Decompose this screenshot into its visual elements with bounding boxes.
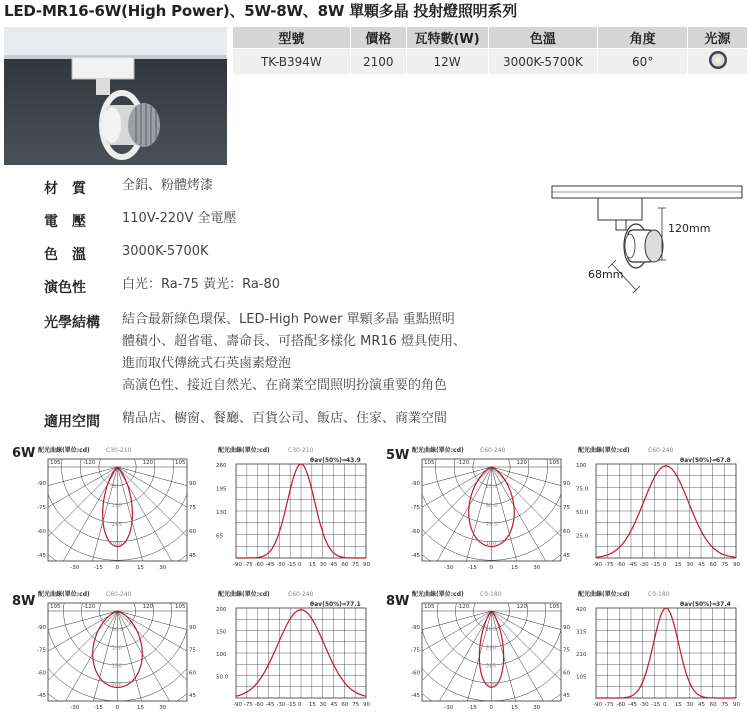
attr-label: 色 溫: [44, 247, 86, 263]
beam-angle-value: 77.1: [346, 601, 361, 608]
curve-x-label: -15: [651, 562, 661, 568]
cell-angle: 60°: [598, 49, 688, 75]
polar-left-label: -45: [411, 553, 420, 559]
polar-top-label: -120: [456, 604, 470, 610]
dimension-height: 120mm: [668, 222, 711, 235]
polar-right-label: 60: [563, 529, 570, 535]
table-row: [233, 49, 748, 75]
curve-y-label: 100: [576, 463, 587, 469]
beam-angle-label: θav(50%)=: [680, 601, 717, 608]
curve-x-label: 75: [721, 562, 729, 568]
polar-left-label: -60: [37, 670, 46, 677]
header-angle: 角度: [598, 27, 688, 49]
curve-x-label: -30: [639, 702, 649, 708]
polar-radial-label: 150: [111, 663, 122, 670]
distribution-curve-chart: [574, 444, 744, 574]
polar-bottom-label: -15: [93, 705, 103, 711]
curve-x-label: -45: [265, 702, 275, 708]
attr-material: [44, 178, 466, 211]
spec-table: [232, 26, 748, 75]
polar-left-label: -75: [411, 505, 420, 511]
polar-subtitle: C30-210: [106, 447, 132, 454]
curve-x-label: -15: [287, 562, 297, 568]
distribution-curve-chart: [574, 588, 744, 714]
curve-x-label: 45: [698, 562, 705, 568]
polar-left-label: -45: [37, 693, 46, 699]
polar-top-label: 120: [142, 460, 154, 466]
curve-x-label: 60: [341, 562, 349, 568]
curve-x-label: -75: [604, 702, 614, 708]
polar-top-label: 105: [424, 460, 435, 466]
watt-label: 5W: [386, 448, 410, 463]
optics-line: 高演色性、接近自然光、在商業空間照明扮演重要的角色: [122, 378, 448, 393]
polar-radial-label: 65: [111, 483, 119, 490]
curve-x-label: 45: [330, 702, 338, 708]
curve-x-label: -60: [616, 562, 626, 568]
attribute-list: [44, 178, 466, 444]
beam-angle-label: θav(50%)=: [310, 601, 347, 608]
polar-left-label: -75: [37, 647, 46, 654]
polar-radial-label: 260: [111, 540, 122, 547]
curve-x-label: -60: [254, 702, 264, 708]
polar-bottom-label: 15: [510, 705, 518, 711]
curve-x-label: -75: [243, 702, 253, 708]
curve-x-label: -90: [593, 562, 602, 568]
curve-x-label: -90: [233, 702, 242, 708]
header-wattage: 瓦特數(W): [406, 27, 488, 49]
polar-subtitle: C0-180: [480, 591, 502, 598]
curve-x-label: 30: [319, 562, 327, 568]
polar-chart: [410, 444, 575, 574]
polar-right-label: 75: [563, 647, 570, 654]
curve-x-label: 60: [341, 702, 349, 708]
polar-radial-label: 315: [485, 663, 496, 670]
curve-x-label: 0: [663, 562, 667, 568]
curve-x-label: 90: [363, 702, 370, 708]
polar-radial-label: 195: [111, 521, 122, 528]
curve-x-label: -30: [639, 562, 649, 568]
polar-right-label: 60: [563, 670, 570, 677]
watt-label: 8W: [12, 594, 36, 609]
optics-line: 體積小、超省電、壽命長、可搭配多樣化 MR16 燈具使用、: [122, 334, 467, 349]
curve-x-label: 60: [709, 562, 717, 568]
led-bulb-icon: [707, 49, 729, 71]
polar-radial-label: 130: [111, 502, 122, 509]
polar-bottom-label: -30: [70, 705, 80, 711]
polar-left-label: -75: [37, 505, 46, 511]
polar-top-label: 120: [142, 604, 154, 610]
polar-chart: [36, 444, 201, 574]
curve-x-label: -75: [243, 562, 253, 568]
beam-angle-value: 37.4: [716, 601, 731, 608]
curve-x-label: 15: [308, 562, 316, 568]
curve-title: 配光曲線(單位:cd): [578, 591, 630, 598]
polar-right-label: 90: [563, 625, 570, 631]
curve-x-label: -45: [628, 702, 637, 708]
polar-bottom-label: -15: [467, 705, 477, 711]
attr-value: 白光：Ra-75 黃光：Ra-80: [122, 277, 281, 292]
polar-top-label: 105: [50, 604, 61, 610]
cell-model: TK-B394W: [233, 49, 351, 75]
polar-left-label: -45: [37, 553, 46, 559]
dimension-sketch-icon: [548, 178, 748, 293]
attr-value: 110V-220V 全電壓: [122, 211, 237, 226]
cell-price: 2100: [350, 49, 406, 75]
polar-bottom-label: 0: [115, 705, 119, 711]
beam-angle-value: 43.9: [346, 457, 361, 464]
curve-x-label: 75: [721, 702, 729, 708]
polar-top-label: 105: [549, 604, 560, 610]
polar-top-label: 105: [424, 604, 435, 610]
polar-bottom-label: 30: [159, 705, 167, 711]
curve-x-label: 60: [709, 702, 717, 708]
header-color-temp: 色溫: [488, 27, 598, 49]
polar-radial-label: 210: [485, 645, 496, 652]
polar-radial-label: 50.0: [485, 502, 498, 509]
curve-y-label: 195: [216, 486, 227, 493]
curve-y-label: 50.0: [216, 674, 229, 681]
curve-x-label: 30: [319, 702, 327, 708]
polar-radial-label: 50.0: [111, 627, 124, 634]
curve-x-label: -75: [604, 562, 614, 568]
curve-y-label: 260: [216, 463, 227, 469]
polar-left-label: -60: [411, 670, 420, 677]
curve-x-label: -30: [276, 562, 286, 568]
curve-x-label: 75: [352, 702, 360, 708]
polar-left-label: -90: [37, 625, 46, 631]
polar-top-label: 105: [549, 460, 560, 466]
cell-wattage: 12W: [406, 49, 488, 75]
dimension-width: 68mm: [588, 268, 624, 281]
curve-subtitle: C60-240: [288, 591, 314, 598]
polar-radial-label: 200: [111, 681, 122, 688]
polar-bottom-label: -30: [444, 565, 454, 571]
polar-left-label: -45: [411, 693, 420, 699]
polar-right-label: 75: [189, 505, 196, 511]
curve-x-label: 90: [733, 702, 740, 708]
polar-right-label: 45: [563, 553, 570, 559]
polar-top-label: 120: [516, 460, 528, 466]
cell-light-source: [688, 49, 748, 75]
curve-y-label: 100: [216, 652, 227, 658]
polar-chart: [410, 588, 575, 714]
attr-value: 精品店、櫥窗、餐廳、百貨公司、飯店、住家、商業空間: [122, 411, 448, 426]
curve-x-label: -90: [233, 562, 242, 568]
polar-right-label: 90: [189, 625, 196, 631]
polar-radial-label: 420: [485, 681, 496, 688]
attr-label: 光學結構: [44, 315, 100, 331]
polar-top-label: -120: [82, 604, 96, 610]
polar-top-label: 105: [175, 460, 186, 466]
polar-bottom-label: -15: [467, 565, 477, 571]
polar-bottom-label: -15: [93, 565, 103, 571]
polar-right-label: 45: [563, 693, 570, 699]
polar-bottom-label: 15: [136, 705, 144, 711]
attr-color-temp: [44, 244, 466, 277]
polar-radial-label: 100: [111, 645, 122, 652]
watt-label: 8W: [386, 594, 410, 609]
curve-x-label: 15: [674, 562, 682, 568]
polar-top-label: -120: [456, 460, 470, 466]
attr-label: 材 質: [44, 181, 86, 197]
curve-y-label: 150: [216, 629, 227, 636]
optics-line: 結合最新綠色環保、LED-High Power 單顆多晶 重點照明: [122, 312, 455, 327]
curve-x-label: -60: [616, 702, 626, 708]
polar-bottom-label: 30: [533, 705, 541, 711]
polar-radial-label: 75.0: [485, 521, 498, 528]
attr-voltage: [44, 211, 466, 244]
curve-y-label: 420: [576, 607, 587, 613]
beam-angle-value: 67.8: [716, 457, 731, 464]
beam-angle-label: θav(50%)=: [680, 457, 717, 464]
curve-subtitle: C30-210: [288, 447, 314, 454]
header-light-source: 光源: [688, 27, 748, 49]
polar-radial-label: 105: [485, 627, 496, 634]
polar-bottom-label: 30: [159, 565, 167, 571]
distribution-curve-chart: [214, 588, 374, 714]
attr-optics: [44, 312, 466, 397]
polar-bottom-label: -30: [444, 705, 454, 711]
polar-right-label: 75: [563, 505, 570, 511]
dimension-drawing: [548, 178, 748, 293]
polar-left-label: -90: [37, 481, 46, 487]
curve-x-label: 45: [330, 562, 338, 568]
polar-bottom-label: 15: [510, 565, 518, 571]
polar-bottom-label: 0: [115, 565, 119, 571]
curve-x-label: 15: [674, 702, 682, 708]
polar-right-label: 60: [189, 529, 196, 535]
curve-y-label: 200: [216, 607, 227, 613]
curve-x-label: 0: [663, 702, 667, 708]
polar-top-label: 105: [175, 604, 186, 610]
curve-subtitle: C0-180: [648, 591, 670, 598]
curve-x-label: 90: [363, 562, 370, 568]
curve-y-label: 65: [216, 533, 223, 540]
polar-top-label: 105: [50, 460, 61, 466]
curve-y-label: 105: [576, 674, 587, 681]
curve-x-label: 15: [308, 702, 316, 708]
curve-x-label: -60: [254, 562, 264, 568]
curve-x-label: -15: [651, 702, 661, 708]
header-model: 型號: [233, 27, 351, 49]
beam-angle-label: θav(50%)=: [310, 457, 347, 464]
curve-y-label: 130: [216, 510, 227, 516]
curve-x-label: -15: [287, 702, 297, 708]
polar-left-label: -90: [411, 481, 420, 487]
polar-radial-label: 100: [485, 540, 496, 547]
page-title: LED-MR16-6W(High Power)、5W-8W、8W 單顆多晶 投射燈照明系列: [4, 2, 518, 20]
polar-left-label: -60: [411, 529, 420, 535]
attr-cri: [44, 277, 466, 310]
track-light-icon: [4, 27, 227, 165]
curve-y-label: 50.0: [576, 510, 589, 516]
polar-right-label: 60: [189, 670, 196, 677]
polar-title: 配光曲線(單位:cd): [412, 447, 464, 454]
attr-value: 全鋁、粉體烤漆: [122, 178, 214, 193]
polar-top-label: -120: [82, 460, 96, 466]
polar-bottom-label: 15: [136, 565, 144, 571]
polar-bottom-label: 0: [489, 705, 493, 711]
attr-application: [44, 411, 466, 444]
watt-label: 6W: [12, 446, 36, 461]
polar-bottom-label: -30: [70, 565, 80, 571]
curve-y-label: 25.0: [576, 533, 589, 540]
polar-right-label: 45: [189, 693, 196, 699]
curve-x-label: -90: [593, 702, 602, 708]
polar-right-label: 75: [189, 647, 196, 654]
curve-x-label: 30: [686, 562, 694, 568]
polar-title: 配光曲線(單位:cd): [38, 447, 90, 454]
curve-x-label: -30: [276, 702, 286, 708]
polar-top-label: 120: [516, 604, 528, 610]
curve-x-label: 30: [686, 702, 694, 708]
curve-x-label: 90: [733, 562, 740, 568]
polar-right-label: 90: [563, 481, 570, 487]
curve-y-label: 210: [576, 652, 587, 658]
polar-left-label: -75: [411, 647, 420, 654]
product-photo: [4, 27, 227, 165]
curve-x-label: -45: [628, 562, 637, 568]
polar-left-label: -60: [37, 529, 46, 535]
polar-subtitle: C60-240: [106, 591, 132, 598]
polar-radial-label: 25.0: [485, 483, 498, 490]
polar-bottom-label: 30: [533, 565, 541, 571]
optics-line: 進而取代傳統式石英鹵素燈泡: [122, 356, 292, 371]
attr-label: 演色性: [44, 280, 86, 296]
curve-title: 配光曲線(單位:cd): [218, 591, 270, 598]
polar-title: 配光曲線(單位:cd): [412, 591, 464, 598]
curve-x-label: -45: [265, 562, 275, 568]
polar-left-label: -90: [411, 625, 420, 631]
curve-x-label: 45: [698, 702, 705, 708]
distribution-curve-chart: [214, 444, 374, 574]
polar-title: 配光曲線(單位:cd): [38, 591, 90, 598]
spec-table-header: [233, 27, 748, 49]
polar-right-label: 45: [189, 553, 196, 559]
polar-chart: [36, 588, 201, 714]
curve-x-label: 75: [352, 562, 360, 568]
attr-label: 電 壓: [44, 214, 86, 230]
curve-y-label: 315: [576, 629, 587, 636]
attr-label: 適用空間: [44, 414, 100, 430]
curve-x-label: 0: [298, 562, 302, 568]
header-price: 價格: [350, 27, 406, 49]
curve-y-label: 75.0: [576, 486, 589, 493]
cell-color-temp: 3000K-5700K: [488, 49, 598, 75]
attr-value: [122, 309, 466, 397]
polar-subtitle: C60-240: [480, 447, 506, 454]
curve-title: 配光曲線(單位:cd): [218, 447, 270, 454]
polar-right-label: 90: [189, 481, 196, 487]
polar-bottom-label: 0: [489, 565, 493, 571]
curve-subtitle: C60-240: [648, 447, 674, 454]
curve-title: 配光曲線(單位:cd): [578, 447, 630, 454]
attr-value: 3000K-5700K: [122, 244, 209, 259]
curve-x-label: 0: [298, 702, 302, 708]
